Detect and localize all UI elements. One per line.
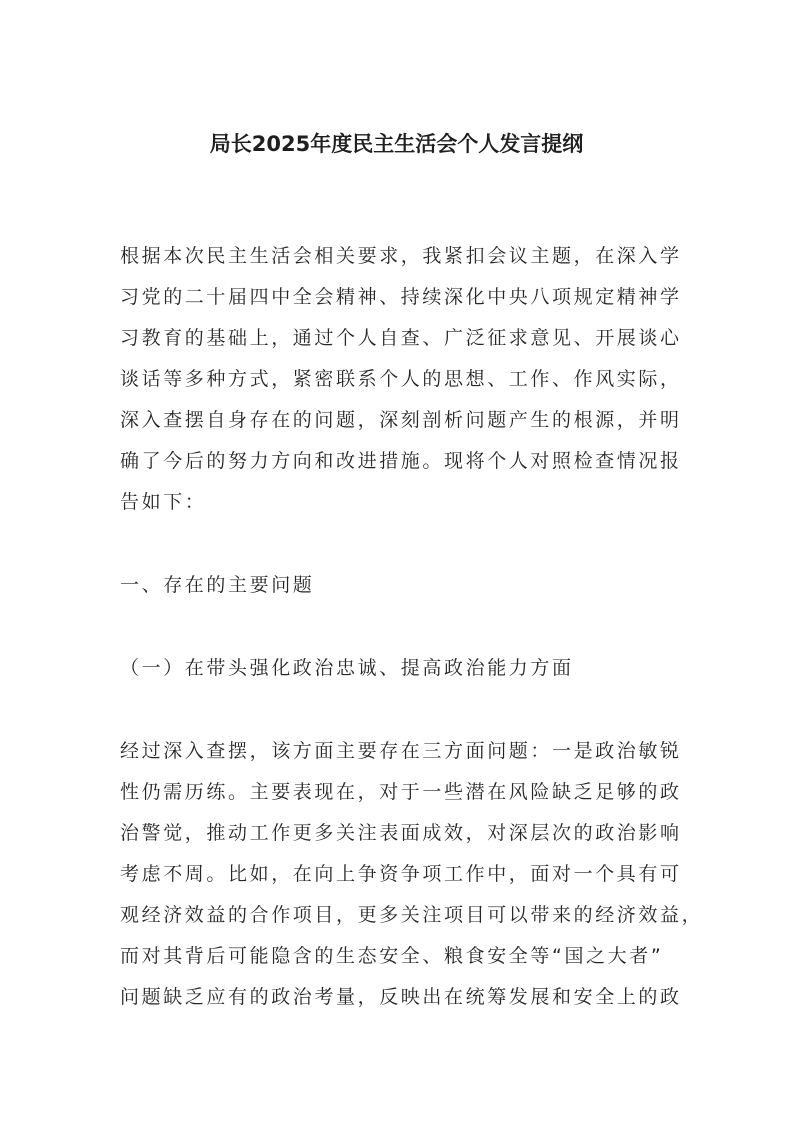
document-title: 局长2025年度民主生活会个人发言提纲	[209, 132, 584, 156]
intro-paragraph	[120, 236, 680, 523]
subsection-heading: （一）在带头强化政治忠诚、提高政治能力方面	[120, 657, 574, 679]
body-paragraph	[120, 731, 704, 1018]
paragraph-line: 问题缺乏应有的政治考量，反映出在统筹发展和安全上的政	[120, 986, 682, 1008]
paragraph-line: 观经济效益的合作项目，更多关注项目可以带来的经济效益，	[120, 904, 704, 926]
paragraph-line: 习教育的基础上，通过个人自查、广泛征求意见、开展谈心	[120, 327, 682, 349]
paragraph-line: 治警觉，推动工作更多关注表面成效，对深层次的政治影响	[120, 822, 682, 844]
paragraph-line: 深入查摆自身存在的问题，深刻剖析问题产生的根源，并明	[120, 409, 682, 431]
paragraph-line: 性仍需历练。主要表现在，对于一些潜在风险缺乏足够的政	[120, 781, 682, 803]
section-heading: 一、存在的主要问题	[120, 574, 315, 596]
paragraph-line: 根据本次民主生活会相关要求，我紧扣会议主题，在深入学	[120, 245, 682, 267]
paragraph-line: 告如下：	[120, 491, 207, 513]
paragraph-line: 考虑不周。比如，在向上争资争项工作中，面对一个具有可	[120, 863, 682, 885]
paragraph-line: 谈话等多种方式，紧密联系个人的思想、工作、作风实际，	[120, 368, 682, 390]
paragraph-line: 确了今后的努力方向和改进措施。现将个人对照检查情况报	[120, 450, 682, 472]
paragraph-line: 而对其背后可能隐含的生态安全、粮食安全等“国之大者”	[120, 945, 664, 967]
paragraph-line: 经过深入查摆，该方面主要存在三方面问题：一是政治敏锐	[120, 740, 682, 762]
paragraph-line: 习党的二十届四中全会精神、持续深化中央八项规定精神学	[120, 286, 682, 308]
